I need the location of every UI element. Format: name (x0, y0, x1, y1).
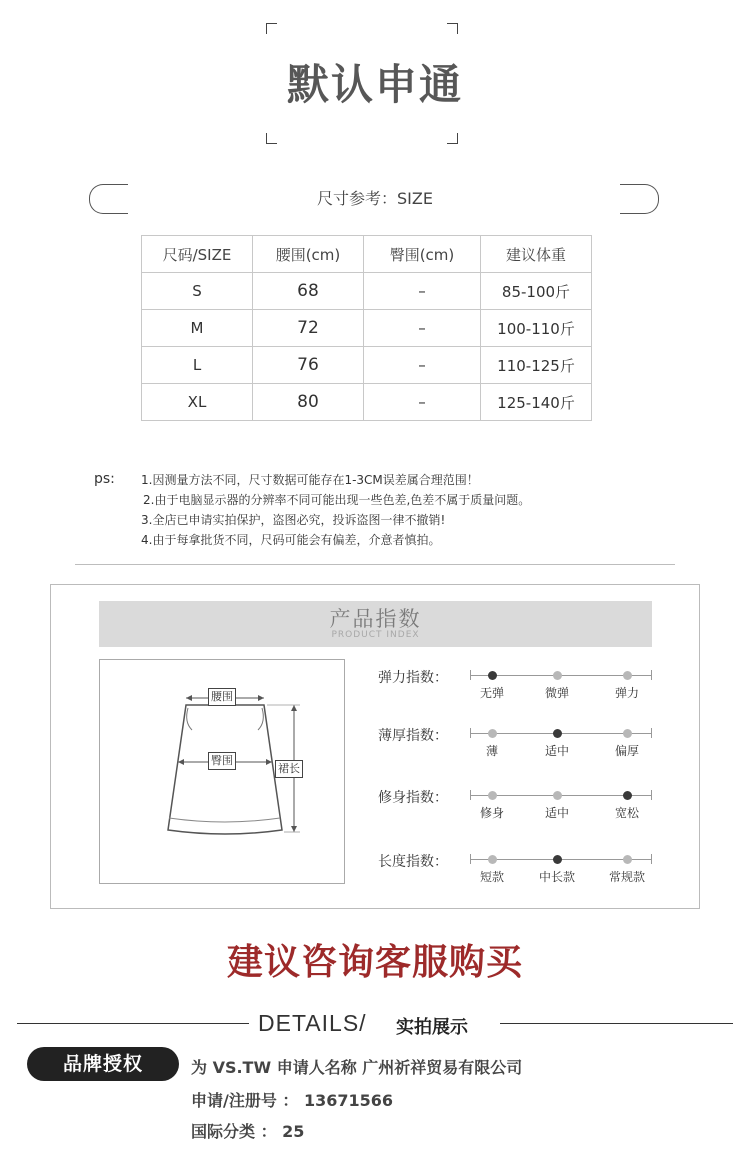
index-option: 适中 (544, 744, 569, 758)
index-label: 薄厚指数： (378, 728, 448, 744)
auth-line-applicant: 为 VS.TW 申请人名称 广州祈祥贸易有限公司 (191, 1058, 523, 1077)
length-label: 裙长 (275, 760, 303, 778)
waist-cell: 80 (253, 384, 364, 421)
consult-cta: 建议咨询客服购买 (226, 942, 523, 983)
hip-cell: – (364, 347, 481, 384)
details-line-left (17, 1023, 249, 1024)
column-header: 建议体重 (481, 236, 592, 273)
hip-cell: – (364, 310, 481, 347)
index-dot (488, 791, 497, 800)
index-scale-end (470, 728, 471, 738)
index-option: 偏厚 (614, 744, 639, 758)
corner-mark-top-right (447, 23, 458, 34)
index-option: 无弹 (479, 686, 504, 700)
index-label: 弹力指数： (378, 670, 448, 686)
divider (75, 564, 675, 565)
notes-label: ps: (94, 471, 115, 487)
table-row (142, 347, 592, 384)
index-option: 薄 (485, 744, 498, 758)
table-row (142, 310, 592, 347)
index-option: 微弹 (544, 686, 569, 700)
brand-title: 默认申通 (286, 60, 463, 109)
index-scale-end (651, 670, 652, 680)
details-title-cn: 实拍展示 (396, 1017, 468, 1038)
brand-auth-badge: 品牌授权 (27, 1047, 179, 1081)
weight-cell: 125-140斤 (481, 384, 592, 421)
note-line: 3.全店已申请实拍保护，盗图必究，投诉盗图一律不撤销! (141, 513, 446, 527)
weight-cell: 110-125斤 (481, 347, 592, 384)
size-heading: 尺寸参考：SIZE (317, 189, 433, 208)
index-option: 适中 (544, 806, 569, 820)
weight-cell: 85-100斤 (481, 273, 592, 310)
column-header: 尺码/SIZE (142, 236, 253, 273)
waist-cell: 76 (253, 347, 364, 384)
index-title: 产品指数 (329, 607, 422, 631)
auth-line-class: 国际分类 ： 25 (191, 1122, 305, 1141)
index-scale-end (470, 670, 471, 680)
size-cell: S (142, 273, 253, 310)
index-option: 宽松 (614, 806, 639, 820)
hip-cell: – (364, 384, 481, 421)
index-dot (553, 791, 562, 800)
size-table-header (142, 236, 592, 273)
waist-cell: 68 (253, 273, 364, 310)
index-label: 修身指数： (378, 790, 448, 806)
index-option: 中长款 (538, 870, 575, 884)
index-dot (623, 671, 632, 680)
index-dot (553, 671, 562, 680)
index-dot-selected (488, 671, 497, 680)
details-title-en: DETAILS/ (258, 1010, 367, 1036)
weight-cell: 100-110斤 (481, 310, 592, 347)
auth-line-reg-no: 申请/注册号 ： 13671566 (191, 1091, 394, 1110)
details-line-right (500, 1023, 733, 1024)
table-row (142, 384, 592, 421)
hip-label: 臀围 (208, 752, 236, 770)
index-scale-end (651, 728, 652, 738)
corner-mark-top-left (266, 23, 277, 34)
notes-list (141, 470, 530, 550)
index-dot-selected (623, 791, 632, 800)
index-scale-end (651, 854, 652, 864)
index-scale-end (470, 790, 471, 800)
note-line: 1.因测量方法不同，尺寸数据可能存在1-3CM误差属合理范围！ (141, 473, 479, 487)
corner-mark-bottom-right (447, 133, 458, 144)
index-dot (488, 855, 497, 864)
index-subtitle: PRODUCT INDEX (331, 630, 420, 640)
corner-mark-bottom-left (266, 133, 277, 144)
index-scale-end (651, 790, 652, 800)
hip-cell: – (364, 273, 481, 310)
waist-cell: 72 (253, 310, 364, 347)
column-header: 臀围(cm) (364, 236, 481, 273)
note-line: 4.由于每拿批货不同，尺码可能会有偏差，介意者慎拍。 (141, 533, 441, 547)
index-option: 短款 (479, 870, 504, 884)
index-scale-end (470, 854, 471, 864)
index-option: 常规款 (608, 870, 645, 884)
column-header: 腰围(cm) (253, 236, 364, 273)
size-cell: M (142, 310, 253, 347)
index-dot-selected (553, 729, 562, 738)
decor-bracket-left (89, 184, 128, 214)
index-option: 弹力 (614, 686, 639, 700)
size-table (141, 235, 592, 421)
index-dot (623, 855, 632, 864)
waist-label: 腰围 (208, 688, 236, 706)
note-line: 2.由于电脑显示器的分辨率不同可能出现一些色差,色差不属于质量问题。 (143, 493, 531, 507)
decor-bracket-right (620, 184, 659, 214)
index-dot (623, 729, 632, 738)
size-cell: L (142, 347, 253, 384)
size-cell: XL (142, 384, 253, 421)
index-label: 长度指数： (378, 854, 448, 870)
table-row (142, 273, 592, 310)
index-option: 修身 (479, 806, 504, 820)
index-dot-selected (553, 855, 562, 864)
index-dot (488, 729, 497, 738)
